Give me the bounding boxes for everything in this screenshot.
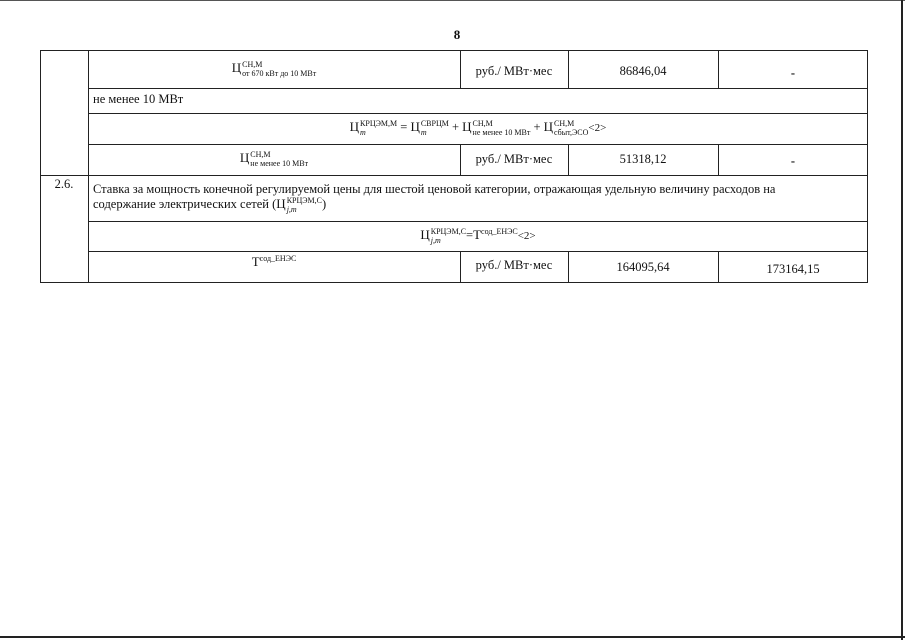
formula-sub: сбыт,ЭСО [554,128,589,138]
formula-sup: СН,М [242,60,263,70]
value-cell: - [790,66,796,80]
formula-equation [88,227,868,245]
formula-sub: не менее 10 МВт [250,159,309,169]
formula-sup: СН,М [554,119,575,129]
formula-base: Ц [410,119,420,134]
page-right-edge [901,0,903,640]
row-divider [40,175,868,176]
formula-base: Т [251,254,260,269]
row-divider [88,251,868,252]
unit-cell: руб./ МВт·мес [475,64,553,78]
equals-sign: = [400,120,408,134]
row-divider [88,221,868,222]
formula-sup: СВРЦМ [420,119,449,129]
value-cell: 86846,04 [619,64,667,78]
formula-base: Ц [276,196,286,211]
table-bottom-border [40,282,868,283]
unit-cell: руб./ МВт·мес [475,152,553,166]
formula-base: Ц [349,119,360,134]
formula-sub: j,m [430,236,441,246]
formula-equation [88,119,868,137]
formula-sup: сод_ЕНЭС [259,253,297,263]
value-cell: 51318,12 [619,152,667,166]
page-number: 8 [453,27,461,42]
page-bottom-edge [0,636,905,638]
section-number: 2.6. [54,177,74,191]
formula-cell [88,254,460,270]
equals-sign: = [466,228,474,242]
unit-cell: руб./ МВт·мес [475,258,553,272]
table-left-border [40,50,41,283]
formula-base: Ц [420,227,430,242]
formula-sup: КРЦЭМ,С [430,227,467,237]
section-text: содержание электрических сетей ( [93,197,277,211]
formula-base: Т [473,227,482,242]
row-divider [88,88,868,89]
value-cell: 173164,15 [766,262,820,276]
section-text-line2 [93,196,326,214]
section-text-line1: Ставка за мощность конечной регулируемой цены для шестой ценовой категории, отражающая удельную величину расходов на [93,182,776,196]
formula-sub: не менее 10 МВт [472,128,531,138]
formula-base: Ц [231,60,242,75]
page-top-edge [0,0,905,1]
table-top-border [40,50,868,51]
footnote-ref: <2> [588,122,607,134]
formula-sub: от 670 кВт до 10 МВт [242,69,317,79]
value-cell: - [790,154,796,168]
formula-sub: m [360,128,366,138]
footnote-ref: <2> [517,230,536,242]
formula-sub: j,m [286,205,297,215]
row-divider [88,113,868,114]
formula-sub: m [420,128,427,138]
formula-base: Ц [543,119,554,134]
formula-sup: СН,М [250,150,271,160]
formula-sup: сод_ЕНЭС [481,226,518,236]
formula-sup: КРЦЭМ,М [360,119,398,129]
formula-sup: СН,М [472,119,493,129]
row-label: не менее 10 МВт [93,92,184,106]
plus-sign: + [533,120,541,134]
row-divider [88,144,868,145]
plus-sign: + [451,120,460,134]
formula-cell [88,150,460,168]
formula-sup: КРЦЭМ,С [286,196,322,206]
formula-base: Ц [239,150,250,165]
value-cell: 164095,64 [616,260,670,274]
formula-cell [88,60,460,78]
formula-base: Ц [462,119,472,134]
section-text-end: ) [321,197,327,211]
